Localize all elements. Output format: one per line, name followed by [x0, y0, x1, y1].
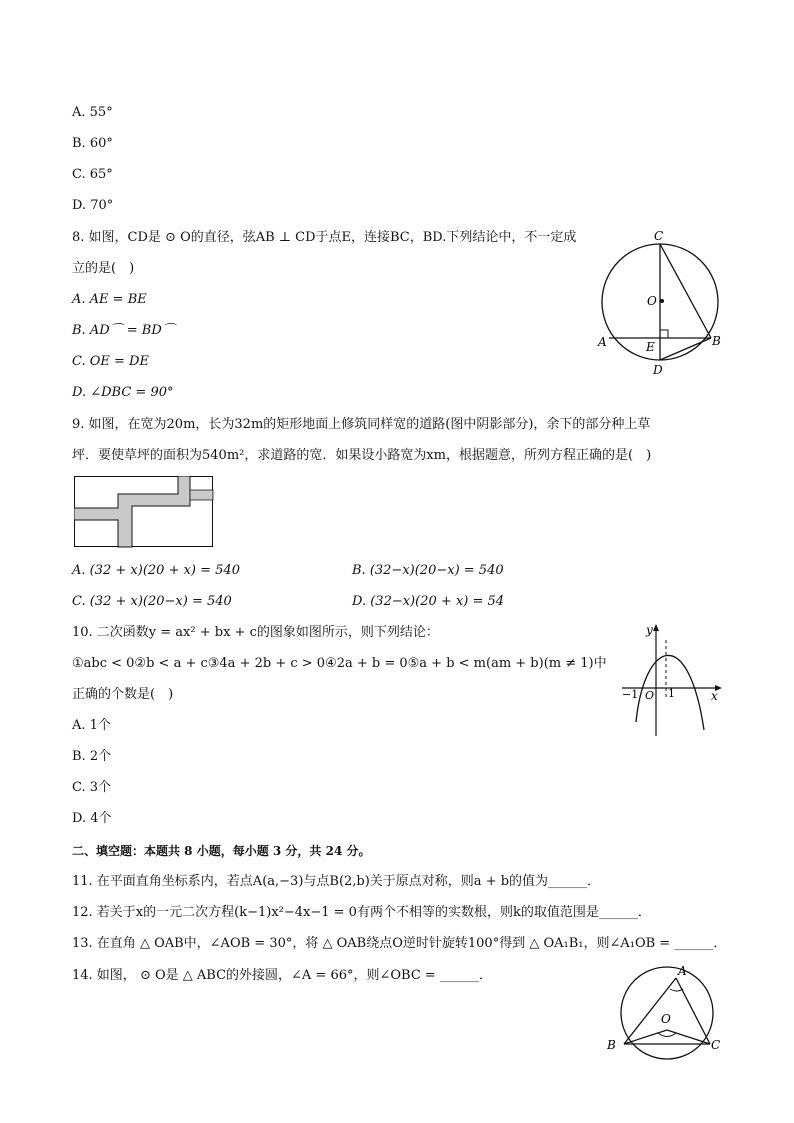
q10-label-y: y: [646, 623, 653, 637]
q14-label-c: C: [711, 1038, 721, 1052]
q12-text: 12. 若关于x的一元二次方程(k−1)x²−4x−1 = 0有两个不相等的实数根，则k的取值范围是______．: [72, 905, 651, 920]
q10-option-a: A. 1个: [72, 718, 111, 733]
q9-option-a: A. (32 + x)(20 + x) = 540: [72, 563, 240, 578]
q7-option-a: A. 55°: [72, 105, 113, 120]
q10-stem-line1: 10. 二次函数y = ax² + bx + c的图象如图所示，则下列结论：: [72, 625, 439, 640]
q10-label-x: x: [711, 689, 718, 703]
q9-option-b: B. (32−x)(20−x) = 540: [352, 563, 504, 578]
q14-label-a: A: [678, 964, 687, 978]
q10-option-d: D. 4个: [72, 811, 112, 826]
q10-stem-line3: 正确的个数是( ): [72, 687, 174, 702]
q10-option-b: B. 2个: [72, 749, 112, 764]
q8-option-c: C. OE = DE: [72, 354, 149, 369]
q10-parabola-figure: [618, 622, 726, 740]
q14-circumcircle-figure: [600, 960, 730, 1060]
q10-stem-line2: ①abc < 0②b < a + c③4a + 2b + c > 0④2a + b = 0⑤a + b < m(am + b)(m ≠ 1)中: [72, 656, 607, 671]
q7-option-c: C. 65°: [72, 167, 113, 182]
q9-option-c: C. (32 + x)(20−x) = 540: [72, 594, 232, 609]
section2-heading: 二、填空题：本题共 8 小题，每小题 3 分，共 24 分。: [72, 844, 371, 858]
q9-stem-line1: 9. 如图，在宽为20m，长为32m的矩形地面上修筑同样宽的道路(图中阴影部分)，余下的部分种上草: [72, 417, 651, 432]
q8-label-c: C: [654, 229, 664, 243]
q8-label-b: B: [712, 334, 721, 348]
q7-option-d: D. 70°: [72, 198, 114, 213]
q8-option-a: A. AE = BE: [72, 292, 147, 307]
q10-label-origin: O: [645, 689, 655, 702]
q8-label-d: D: [653, 363, 663, 377]
q8-option-d: D. ∠DBC = 90°: [72, 385, 174, 400]
q8-stem-line1: 8. 如图，CD是 ⊙ O的直径，弦AB ⊥ CD于点E，连接BC，BD.下列结论中，不一定成: [72, 230, 577, 245]
q14-label-o: O: [661, 1012, 671, 1026]
q10-label-one: 1: [668, 687, 675, 700]
q7-option-b: B. 60°: [72, 136, 113, 151]
q8-option-b: B. AD⌒ = BD⌒: [72, 323, 175, 338]
q9-road-figure: [74, 476, 214, 548]
q8-label-o: O: [647, 294, 657, 308]
q8-label-a: A: [598, 335, 607, 349]
q14-text: 14. 如图， ⊙ O是 △ ABC的外接圆，∠A = 66°，则∠OBC = ______．: [72, 968, 492, 983]
q13-text: 13. 在直角 △ OAB中，∠AOB = 30°，将 △ OAB绕点O逆时针旋转100°得到 △ OA₁B₁，则∠A₁OB = ______．: [72, 936, 727, 951]
q9-stem-line2: 坪．要使草坪的面积为540m²，求道路的宽．如果设小路宽为xm，根据题意，所列方程正确的是( ): [72, 448, 652, 463]
q11-text: 11. 在平面直角坐标系内，若点A(a,−3)与点B(2,b)关于原点对称，则a + b的值为______．: [72, 874, 601, 889]
q9-option-d: D. (32−x)(20 + x) = 54: [352, 594, 505, 609]
q8-label-e: E: [646, 340, 655, 354]
q10-label-neg1: −1: [622, 688, 639, 701]
q8-circle-figure: [596, 228, 732, 378]
q14-label-b: B: [607, 1038, 616, 1052]
q10-option-c: C. 3个: [72, 780, 112, 795]
q8-stem-line2: 立的是( ): [72, 261, 135, 276]
